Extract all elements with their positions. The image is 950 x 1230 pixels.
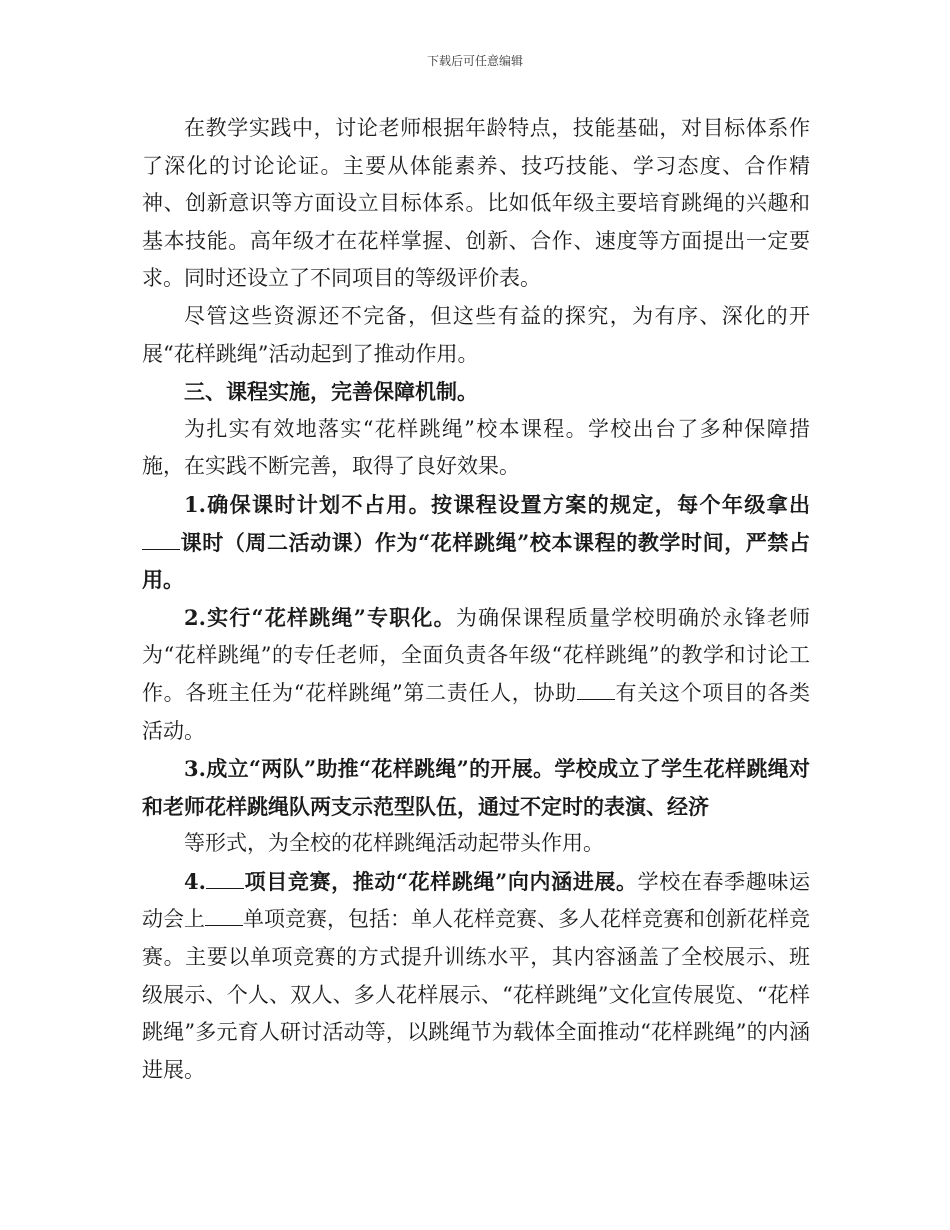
item-1 (142, 486, 810, 599)
paragraph-resources: 尽管这些资源还不完备，但这些有益的探究，为有序、深化的开展“花样跳绳”活动起到了推动作用。 (142, 303, 810, 366)
item-2-title: 2.实行“花样跳绳”专职化。 (184, 604, 456, 630)
blank-field (205, 903, 243, 926)
item-4-body-a: 学校在春季趣味运动会上 (142, 869, 810, 932)
paragraph-implementation: 为扎实有效地落实“花样跳绳”校本课程。学校出台了多种保障措施，在实践不断完善，取得了良好效果。 (142, 416, 810, 479)
paragraph-goals: 在教学实践中，讨论老师根据年龄特点，技能基础，对目标体系作了深化的讨论论证。主要从体能素养、技巧技能、学习态度、合作精神、创新意识等方面设立目标体系。比如低年级主要培育跳绳的兴趣和基本技能。高年级才在花样掌握、创新、合作、速度等方面提出一定要求。同时还设立了不同项目的等级评价表。 (142, 116, 810, 291)
item-2-body-b: 有关这个项目的各类活动。 (142, 680, 810, 743)
blank-field (577, 677, 615, 700)
item-4-title: 项目竞赛，推动“花样跳绳”向内涵进展。 (243, 868, 638, 894)
item-2 (142, 599, 810, 750)
blank-field (206, 866, 244, 889)
page-header: 下载后可任意编辑 (426, 54, 523, 68)
item-3-title: 3.成立“两队”助推“花样跳绳”的开展。学校成立了学生花样跳绳对和老师花样跳绳队两支示范型队伍，通过不定时的表演、经济 (142, 756, 810, 819)
blank-field (142, 527, 180, 550)
document-body (142, 110, 810, 1089)
item-4-number: 4. (184, 868, 206, 894)
section-3-heading: 三、课程实施，完善保障机制。 (184, 379, 478, 405)
item-1-text-b: 课时（周二活动课）作为“花样跳绳”校本课程的教学时间，严禁占用。 (142, 529, 810, 593)
item-4 (142, 863, 810, 1090)
item-2-body-a: 为确保课程质量学校明确於永锋老师为“花样跳绳”的专任老师，全面负责各年级“花样跳绳”的教学和讨论工作。各班主任为“花样跳绳”第二责任人，协助 (142, 605, 810, 705)
item-1-text-a: 1.确保课时计划不占用。按课程设置方案的规定，每个年级拿出 (184, 491, 810, 517)
item-3-continuation: 等形式，为全校的花样跳绳活动起带头作用。 (184, 831, 604, 856)
item-4-body-b: 单项竞赛，包括：单人花样竞赛、多人花样竞赛和创新花样竞赛。主要以单项竞赛的方式提升训练水平，其内容涵盖了全校展示、班级展示、个人、双人、多人花样展示、“花样跳绳”文化宣传展览、“花样跳绳”多元育人研讨活动等，以跳绳节为载体全面推动“花样跳绳”的内涵进展。 (142, 907, 810, 1082)
